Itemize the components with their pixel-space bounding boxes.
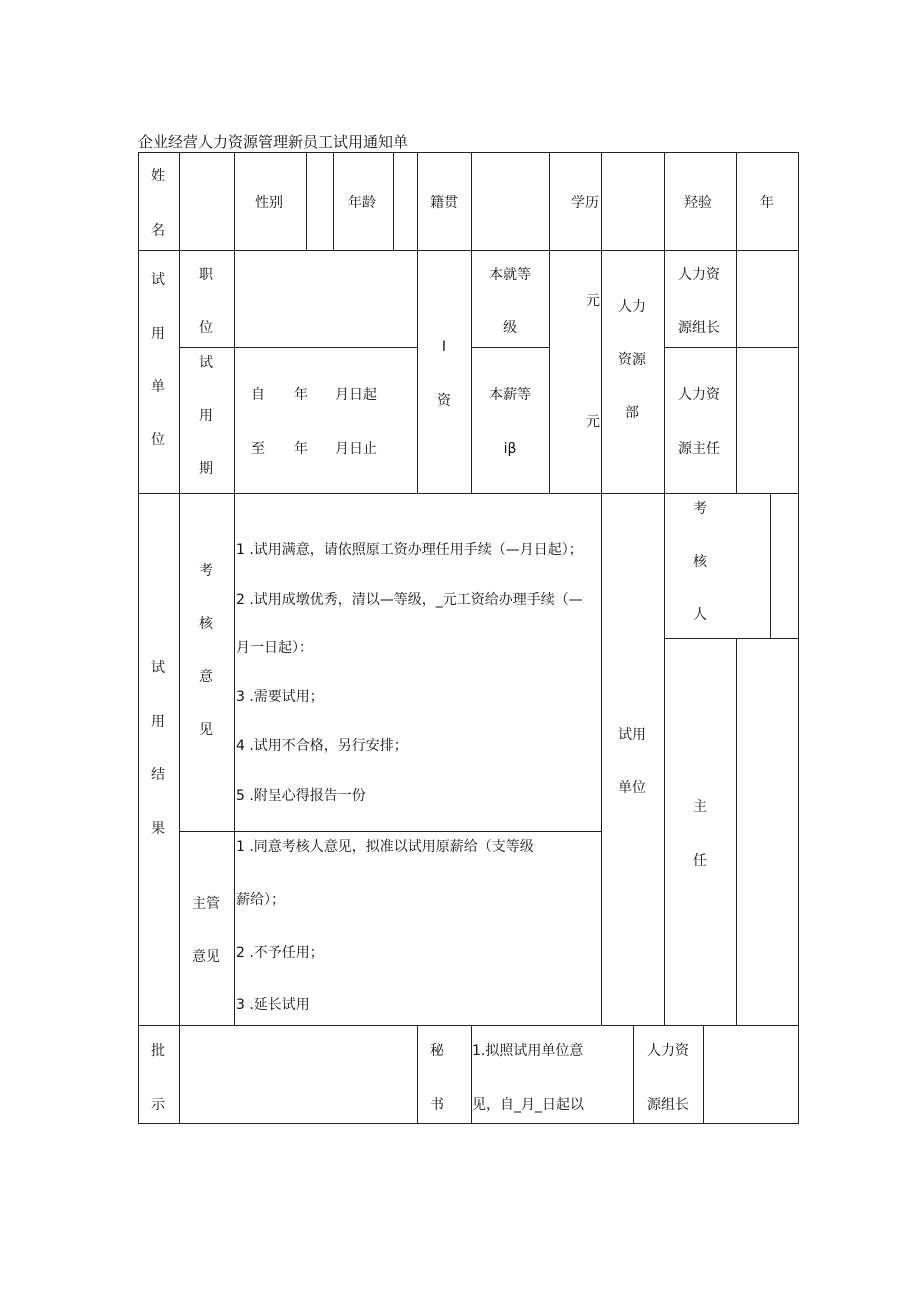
review-item: 2 .试用成墩优秀，清以—等级，_元工资给办理手续（— [236,592,583,608]
col-divider [306,152,307,250]
hr-director-label: 源主任 [678,441,720,457]
period-to: 年 [294,441,308,457]
reviewer-label: 考 [693,501,707,517]
col-divider [703,1025,704,1123]
period-label: 用 [199,408,213,424]
hr-dept-label: 资源 [618,352,646,368]
col-divider [471,250,472,493]
period-from: 自 [251,387,265,403]
hr-leader-label: 源组长 [678,320,720,336]
position-label: 职 [199,267,213,283]
review-item: 1 .试用满意，请依照原工资办理任用手续（—月日起）； [236,542,583,558]
review-label: 核 [199,616,213,632]
period-from: 月日起 [335,387,377,403]
review-label: 见 [199,722,213,738]
col-divider [601,250,602,493]
col-divider [179,250,180,493]
row-divider [179,347,417,348]
period-to: 月日止 [335,441,377,457]
period-from: 年 [294,387,308,403]
age-label: 年龄 [348,195,376,211]
col-divider [549,152,550,250]
unit-label: 单 [151,379,165,395]
reviewer-label: 核 [693,554,707,570]
secretary-note: 见，自_月_日起以 [472,1097,584,1113]
document-title: 企业经营人力资源管理新员工试用通知单 [138,133,409,151]
supervisor-item: 2 .不予任用； [236,945,324,961]
supervisor-label: 主管 [192,896,220,912]
result-label: 试 [151,660,165,676]
unit-label: 试 [151,272,165,288]
supervisor-label: 意见 [192,949,220,965]
col-divider [664,493,665,1025]
approval-hr-leader-label: 人力资 [647,1043,689,1059]
hr-leader-label: 人力资 [678,267,720,283]
hr-director-label: 人力资 [678,387,720,403]
supervisor-item: 3 .延长试用 [236,997,310,1013]
row-divider [664,638,799,639]
period-label: 期 [199,461,213,477]
col-divider [234,250,235,493]
supervisor-item: 1 .同意考核人意见，拟准以试用原薪给（支等级 [236,839,534,855]
secretary-label: 书 [430,1097,444,1113]
approval-label: 示 [151,1097,165,1113]
col-divider [333,152,334,250]
col-divider [601,152,602,250]
col-divider [417,152,418,250]
col-divider [664,152,665,250]
review-item: 5 .附呈心得报告一份 [236,788,366,804]
col-divider [179,493,180,1025]
grade-label: 级 [503,320,517,336]
col-divider [601,493,602,1025]
trial-unit-label: 试用 [618,727,646,743]
row-divider [664,347,799,348]
col-divider [393,152,394,250]
unit-label: 位 [151,432,165,448]
col-divider [417,250,418,493]
director-label: 主 [693,799,707,815]
row-divider [138,1025,799,1026]
row-divider [179,831,601,832]
grade-label: 本薪等 [489,387,531,403]
wage-label: 资 [437,393,451,409]
col-divider [736,152,737,250]
secretary-note: 1.拟照试用单位意 [472,1043,584,1059]
result-label: 结 [151,767,165,783]
col-divider [736,250,737,493]
name-label: 名 [151,223,165,239]
year-label: 年 [760,195,774,211]
position-label: 位 [199,320,213,336]
period-to: 至 [251,441,265,457]
col-divider [736,638,737,1025]
hr-dept-label: 人力 [618,299,646,315]
director-label: 任 [693,853,707,869]
col-divider [234,152,235,250]
row-divider [138,493,799,494]
review-label: 考 [199,563,213,579]
supervisor-item: 薪给）； [236,892,285,908]
table-border-left [138,152,139,1124]
table-border-top [138,152,799,153]
result-label: 果 [151,821,165,837]
col-divider [234,493,235,1025]
experience-label: 羟验 [684,195,712,211]
yuan-unit: 元 [586,414,600,430]
col-divider [179,1025,180,1123]
secretary-label: 秘 [430,1043,444,1059]
col-divider [633,1025,634,1123]
review-item: 月一日起）： [236,640,313,656]
approval-label: 批 [151,1043,165,1059]
wage-label: I [441,339,447,355]
col-divider [179,152,180,250]
yuan-unit: 元 [586,293,600,309]
review-item: 3 .需要试用； [236,689,324,705]
gender-label: 性别 [255,195,283,211]
approval-hr-leader-label: 源组长 [647,1097,689,1113]
education-label: 学历 [571,195,599,211]
table-border-right [798,152,799,1124]
row-divider [138,250,799,251]
unit-label: 用 [151,326,165,342]
grade-label: 本就等 [489,267,531,283]
review-label: 意 [199,669,213,685]
col-divider [664,250,665,493]
review-item: 4 .试用不合格，另行安排； [236,738,408,754]
reviewer-label: 人 [693,607,707,623]
hometown-label: 籍贯 [430,195,458,211]
period-label: 试 [199,355,213,371]
col-divider [770,493,771,638]
name-label: 姓 [151,168,165,184]
result-label: 用 [151,714,165,730]
grade-label: iβ [503,441,517,457]
col-divider [549,250,550,493]
col-divider [471,152,472,250]
col-divider [417,1025,418,1123]
table-border-bottom [138,1123,799,1124]
hr-dept-label: 部 [625,405,639,421]
row-divider [471,347,549,348]
trial-unit-label: 单位 [618,780,646,796]
